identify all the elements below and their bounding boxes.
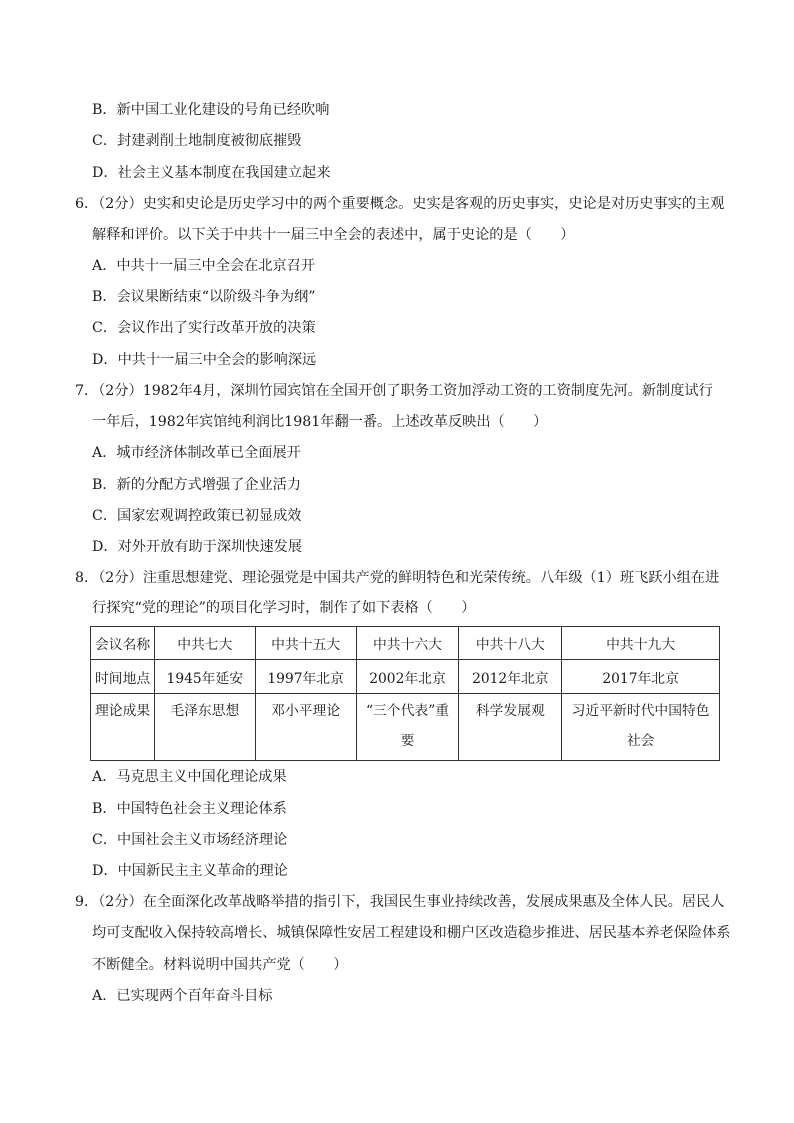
q8-stem-line1: 8．（2分）注重思想建党、理论强党是中国共产党的鲜明特色和光荣传统。八年级（1）班飞跃小组在进 bbox=[75, 570, 720, 586]
table-header-cell: 理论成果 bbox=[91, 694, 155, 761]
table-cell: 2012年北京 bbox=[459, 660, 562, 694]
table-row bbox=[91, 627, 720, 660]
q7-stem-line1: 7．（2分）1982年4月，深圳竹园宾馆在全国开创了职务工资加浮动工资的工资制度先河。新制度试行 bbox=[75, 383, 713, 399]
table-cell: 中共十九大 bbox=[562, 627, 720, 660]
table-cell: 毛泽东思想 bbox=[154, 694, 255, 761]
table-row bbox=[91, 660, 720, 694]
table-cell: 中共七大 bbox=[154, 627, 255, 660]
q7-option-c: C．国家宏观调控政策已初显成效 bbox=[92, 508, 302, 524]
q9-stem-line3: 不断健全。材料说明中国共产党（ ） bbox=[92, 957, 348, 973]
cell-text-line2: 社会 bbox=[626, 733, 655, 749]
cell-text-line1: “三个代表”重 bbox=[365, 703, 450, 719]
table-cell bbox=[356, 694, 459, 761]
table-cell: 中共十八大 bbox=[459, 627, 562, 660]
q8-option-b: B．中国特色社会主义理论体系 bbox=[92, 801, 287, 817]
q8-stem-line2: 行探究“党的理论”的项目化学习时，制作了如下表格（ ） bbox=[92, 600, 476, 616]
q6-stem-line1: 6．（2分）史实和史论是历史学习中的两个重要概念。史实是客观的历史事实，史论是对历史事实的主观 bbox=[75, 196, 725, 212]
q8-option-a: A．马克思主义中国化理论成果 bbox=[92, 769, 287, 785]
q5-option-b: B．新中国工业化建设的号角已经吹响 bbox=[92, 102, 330, 118]
q9-option-a: A．已实现两个百年奋斗目标 bbox=[92, 988, 273, 1004]
table-cell: 1997年北京 bbox=[255, 660, 356, 694]
q6-option-a: A．中共十一届三中全会在北京召开 bbox=[92, 258, 316, 274]
q7-stem-line2: 一年后，1982年宾馆纯利润比1981年翻一番。上述改革反映出（ ） bbox=[92, 414, 548, 430]
q8-option-c: C．中国社会主义市场经济理论 bbox=[92, 832, 288, 848]
q5-option-d: D．社会主义基本制度在我国建立起来 bbox=[92, 165, 331, 181]
table-cell: 科学发展观 bbox=[459, 694, 562, 761]
q7-option-b: B．新的分配方式增强了企业活力 bbox=[92, 477, 302, 493]
q7-option-a: A．城市经济体制改革已全面展开 bbox=[92, 445, 301, 461]
table-cell: 2017年北京 bbox=[562, 660, 720, 694]
table-cell: 中共十五大 bbox=[255, 627, 356, 660]
q7-option-d: D．对外开放有助于深圳快速发展 bbox=[92, 539, 303, 555]
table-row bbox=[91, 694, 720, 761]
q6-stem-line2: 解释和评价。以下关于中共十一届三中全会的表述中，属于史论的是（ ） bbox=[92, 227, 575, 243]
table-cell bbox=[562, 694, 720, 761]
table-cell: 2002年北京 bbox=[356, 660, 459, 694]
q9-stem-line2: 均可支配收入保持较高增长、城镇保障性安居工程建设和棚户区改造稳步推进、居民基本养老保险体系 bbox=[92, 925, 731, 941]
cell-text-line1: 习近平新时代中国特色 bbox=[571, 703, 710, 719]
table-cell: 1945年延安 bbox=[154, 660, 255, 694]
q9-stem-line1: 9．（2分）在全面深化改革战略举措的指引下，我国民生事业持续改善，发展成果惠及全体人民。居民人 bbox=[75, 894, 725, 910]
q6-option-b: B．会议果断结束“以阶级斗争为纲” bbox=[92, 289, 316, 305]
q8-option-d: D．中国新民主主义革命的理论 bbox=[92, 863, 288, 879]
q6-option-c: C．会议作出了实行改革开放的决策 bbox=[92, 320, 316, 336]
table-cell: 邓小平理论 bbox=[255, 694, 356, 761]
q6-option-d: D．中共十一届三中全会的影响深远 bbox=[92, 352, 317, 368]
table-header-cell: 时间地点 bbox=[91, 660, 155, 694]
table-header-cell: 会议名称 bbox=[91, 627, 155, 660]
party-theory-table bbox=[90, 626, 720, 761]
cell-text-line2: 要 bbox=[400, 733, 415, 749]
table-cell: 中共十六大 bbox=[356, 627, 459, 660]
q5-option-c: C．封建剥削土地制度被彻底摧毁 bbox=[92, 133, 302, 149]
